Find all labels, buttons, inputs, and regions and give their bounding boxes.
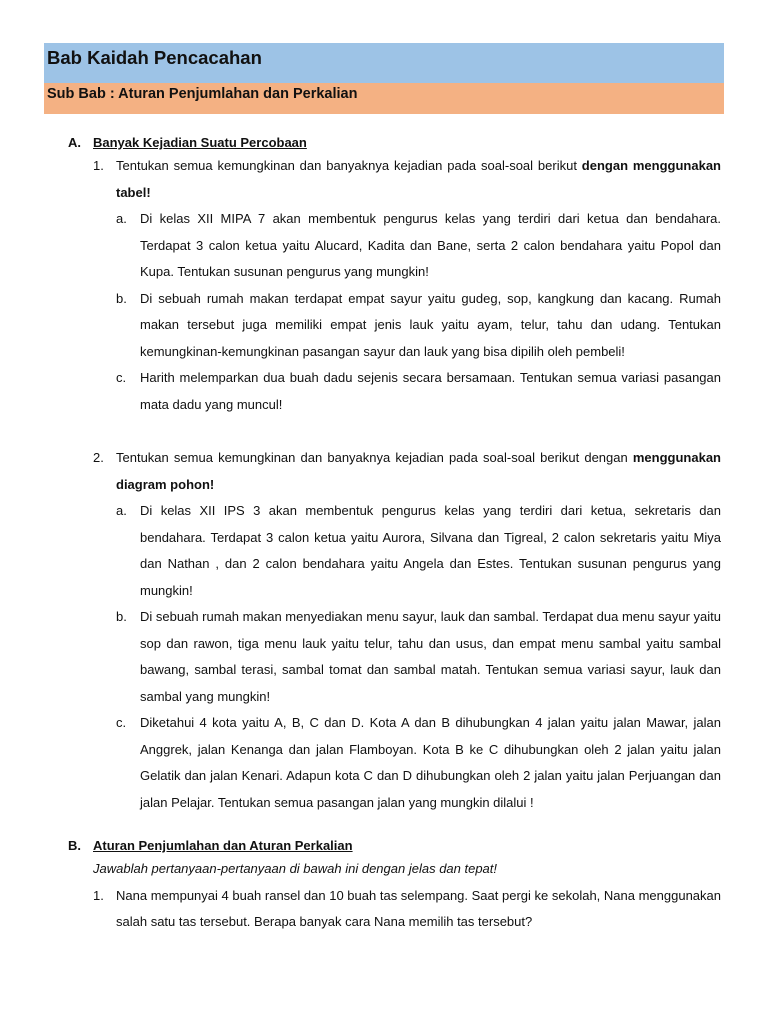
item-letter: b. [116,290,127,306]
item-text: Di kelas XII MIPA 7 akan membentuk pengurus kelas yang terdiri dari ketua dan bendahara. Terdapat 3 calon ketua yaitu Alucard, Kadita dan Bane, serta 2 calon bendahara yaitu Popol dan Kupa. Tentukan susunan pengurus yang mungkin! [140,211,721,279]
item-text: Di sebuah rumah makan menyediakan menu sayur, lauk dan sambal. Terdapat dua menu sayur yaitu sop dan rawon, tiga menu lauk yaitu telur, tahu dan usus, dan empat menu sambal yaitu sambal bawang, sambal terasi, sambal tomat dan sambal matah. Tentukan semua variasi sayur, lauk dan sambal yang mungkin! [140,609,721,704]
item-letter: a. [116,503,127,518]
item-letter: c. [116,370,127,385]
section-a-question-1 [93,153,728,206]
section-a-question-2 [93,445,728,498]
section-a-letter: A. [68,135,81,150]
item-text: Harith melemparkan dua buah dadu sejenis secara bersamaan. Tentukan semua variasi pasangan mata dadu yang muncul! [140,370,721,412]
section-a-q2-item-b [116,604,728,710]
question-text [116,153,721,206]
section-a-title: Banyak Kejadian Suatu Percobaan [93,135,307,150]
question-number: 1. [93,158,104,173]
subchapter-title: Sub Bab : Aturan Penjumlahan dan Perkalian [44,83,724,114]
section-b-instruction: Jawablah pertanyaan-pertanyaan di bawah ini dengan jelas dan tepat! [93,861,498,876]
item-letter: a. [116,211,127,226]
question-prompt: Tentukan semua kemungkinan dan banyaknya kejadian pada soal-soal berikut [116,158,582,173]
section-b-letter: B. [68,838,81,853]
chapter-title: Bab Kaidah Pencacahan [44,43,724,83]
item-text: Di kelas XII IPS 3 akan membentuk pengurus kelas yang terdiri dari ketua, sekretaris dan bendahara. Terdapat 3 calon ketua yaitu Aurora, Silvana dan Tigreal, 2 calon sekretaris yaitu Miya dan Nathan , dan 2 calon bendahara yaitu Angela dan Estes. Tentukan susunan pengurus yang mungkin! [140,503,721,598]
item-text: Di sebuah rumah makan terdapat empat sayur yaitu gudeg, sop, kangkung dan kacang. Rumah makan tersebut juga memiliki empat jenis lauk yaitu ayam, telur, tahu dan udang. Tentukan kemungkinan-kemungkinan pasangan sayur dan lauk yang bisa dipilih oleh pembeli! [140,290,721,359]
section-a-q2-item-a [116,498,728,604]
item-letter: c. [116,715,127,730]
item-text: Diketahui 4 kota yaitu A, B, C dan D. Kota A dan B dihubungkan 4 jalan yaitu jalan Mawar, jalan Anggrek, jalan Kenanga dan jalan Flamboyan. Kota B ke C dihubungkan oleh 2 jalan yaitu jalan Gelatik dan jalan Kenari. Adapun kota C dan D dihubungkan oleh 2 jalan yaitu jalan Perjuangan dan jalan Pelajar. Tentukan semua pasangan jalan yang mungkin dilalui ! [140,715,721,810]
question-text [116,445,721,498]
question-emphasis: dengan menggunakan tabel! [116,158,722,200]
section-a-q1-item-c [116,365,728,418]
section-b-heading [68,836,728,856]
section-a-q1-item-b [116,286,728,366]
section-a-heading [68,133,728,153]
item-letter: b. [116,609,127,624]
section-b-question-1 [93,883,728,936]
section-b-title: Aturan Penjumlahan dan Aturan Perkalian [93,838,353,853]
question-number: 2. [93,450,104,465]
question-text: Nana mempunyai 4 buah ransel dan 10 buah tas selempang. Saat pergi ke sekolah, Nana menggunakan salah satu tas tersebut. Berapa banyak cara Nana memilih tas tersebut? [116,887,721,929]
document-body [68,133,728,936]
section-a-q1-item-a [116,206,728,286]
question-emphasis: menggunakan diagram pohon! [116,450,721,492]
question-number: 1. [93,887,104,903]
section-a-q2-item-c [116,710,728,816]
question-prompt: Tentukan semua kemungkinan dan banyaknya kejadian pada soal-soal berikut dengan [116,450,633,465]
